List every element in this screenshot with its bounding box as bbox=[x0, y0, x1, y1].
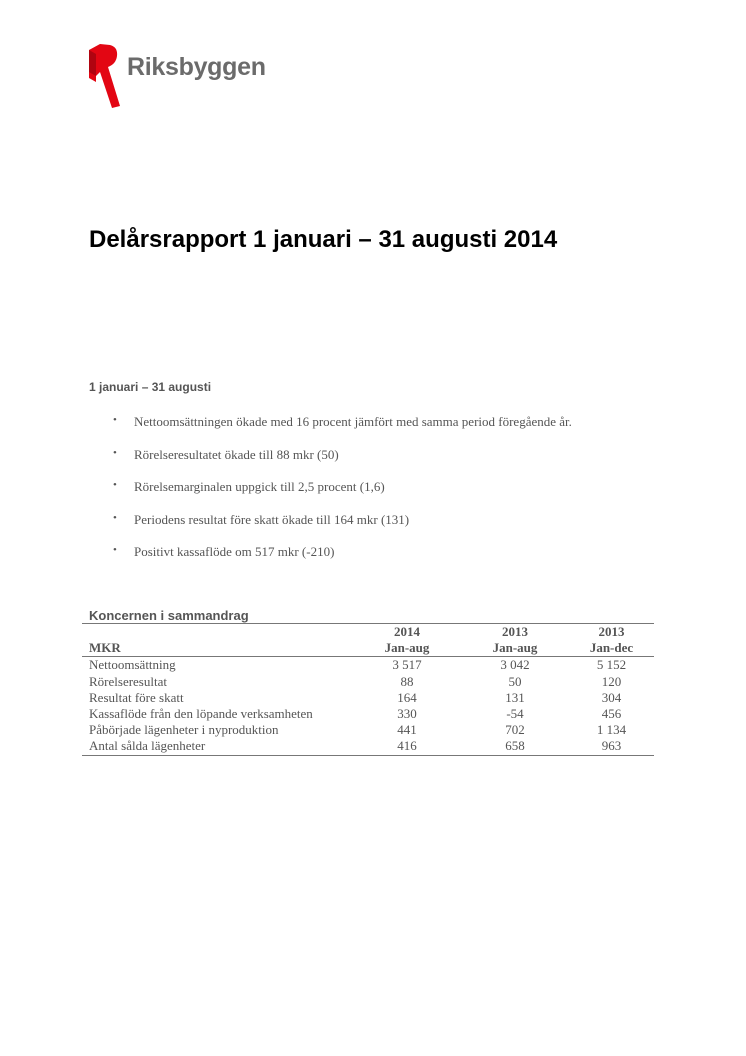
unit-label: MKR bbox=[82, 640, 353, 657]
cell-value: 456 bbox=[601, 706, 622, 722]
table-row bbox=[82, 722, 654, 738]
list-item bbox=[113, 414, 572, 447]
table-row bbox=[82, 674, 654, 690]
highlight-text: Rörelseresultatet ökade till 88 mkr (50) bbox=[134, 446, 339, 462]
riksbyggen-logo-mark-icon bbox=[86, 42, 122, 110]
header-period: Jan-aug bbox=[353, 640, 461, 657]
cell-value: 304 bbox=[601, 689, 622, 705]
list-item bbox=[113, 544, 572, 577]
summary-title: Koncernen i sammandrag bbox=[89, 608, 249, 623]
summary-table bbox=[82, 623, 654, 756]
cell-value: 416 bbox=[353, 738, 461, 755]
header-period: Jan-dec bbox=[569, 640, 654, 657]
highlight-text: Rörelsemarginalen uppgick till 2,5 procent (1,6) bbox=[134, 479, 385, 494]
cell-value: 50 bbox=[508, 673, 522, 689]
cell-value: 88 bbox=[400, 673, 414, 689]
row-label: Kassaflöde från den löpande verksamheten bbox=[89, 706, 313, 722]
cell-value: 3 517 bbox=[392, 657, 422, 673]
riksbyggen-logo bbox=[86, 42, 266, 110]
logo-wordmark: Riksbyggen bbox=[127, 52, 266, 81]
table-header-row bbox=[82, 640, 654, 657]
cell-value: 3 042 bbox=[500, 657, 530, 673]
table-row bbox=[82, 690, 654, 706]
cell-value: 5 152 bbox=[596, 657, 627, 673]
cell-value: -54 bbox=[506, 706, 524, 722]
list-item bbox=[113, 447, 572, 480]
bullet-icon: • bbox=[113, 544, 117, 556]
row-label: Nettoomsättning bbox=[89, 657, 176, 673]
cell-value: 963 bbox=[569, 738, 654, 755]
cell-value: 164 bbox=[397, 689, 417, 705]
bullet-icon: • bbox=[113, 479, 117, 491]
row-label: Påbörjade lägenheter i nyproduktion bbox=[89, 722, 279, 738]
highlight-text: Periodens resultat före skatt ökade till 164 mkr (131) bbox=[134, 511, 410, 527]
table-row bbox=[82, 738, 654, 755]
cell-value: 120 bbox=[601, 673, 622, 689]
header-year: 2014 bbox=[353, 624, 461, 641]
header-year: 2013 bbox=[569, 624, 654, 641]
list-item bbox=[113, 479, 572, 512]
cell-value: 441 bbox=[397, 722, 417, 738]
bullet-icon: • bbox=[113, 511, 117, 524]
row-label: Resultat före skatt bbox=[89, 689, 184, 705]
highlight-text: Positivt kassaflöde om 517 mkr (-210) bbox=[134, 544, 335, 559]
table-row bbox=[82, 657, 654, 674]
cell-value: 131 bbox=[505, 689, 525, 705]
highlight-text: Nettoomsättningen ökade med 16 procent jämfört med samma period föregående år. bbox=[134, 414, 572, 429]
report-title: Delårsrapport 1 januari – 31 augusti 2014 bbox=[89, 226, 558, 253]
cell-value: 1 134 bbox=[596, 722, 627, 738]
row-label: Rörelseresultat bbox=[89, 673, 167, 689]
header-cell bbox=[82, 624, 353, 641]
table-header-row bbox=[82, 624, 654, 641]
period-heading: 1 januari – 31 augusti bbox=[89, 380, 212, 394]
cell-value: 330 bbox=[397, 706, 417, 722]
row-label: Antal sålda lägenheter bbox=[82, 738, 353, 755]
bullet-icon: • bbox=[113, 414, 117, 426]
highlights-list bbox=[113, 414, 572, 577]
cell-value: 702 bbox=[505, 722, 525, 738]
list-item bbox=[113, 512, 572, 545]
table-row bbox=[82, 706, 654, 722]
header-year: 2013 bbox=[461, 624, 569, 641]
header-period: Jan-aug bbox=[461, 640, 569, 657]
cell-value: 658 bbox=[461, 738, 569, 755]
bullet-icon: • bbox=[113, 446, 117, 459]
